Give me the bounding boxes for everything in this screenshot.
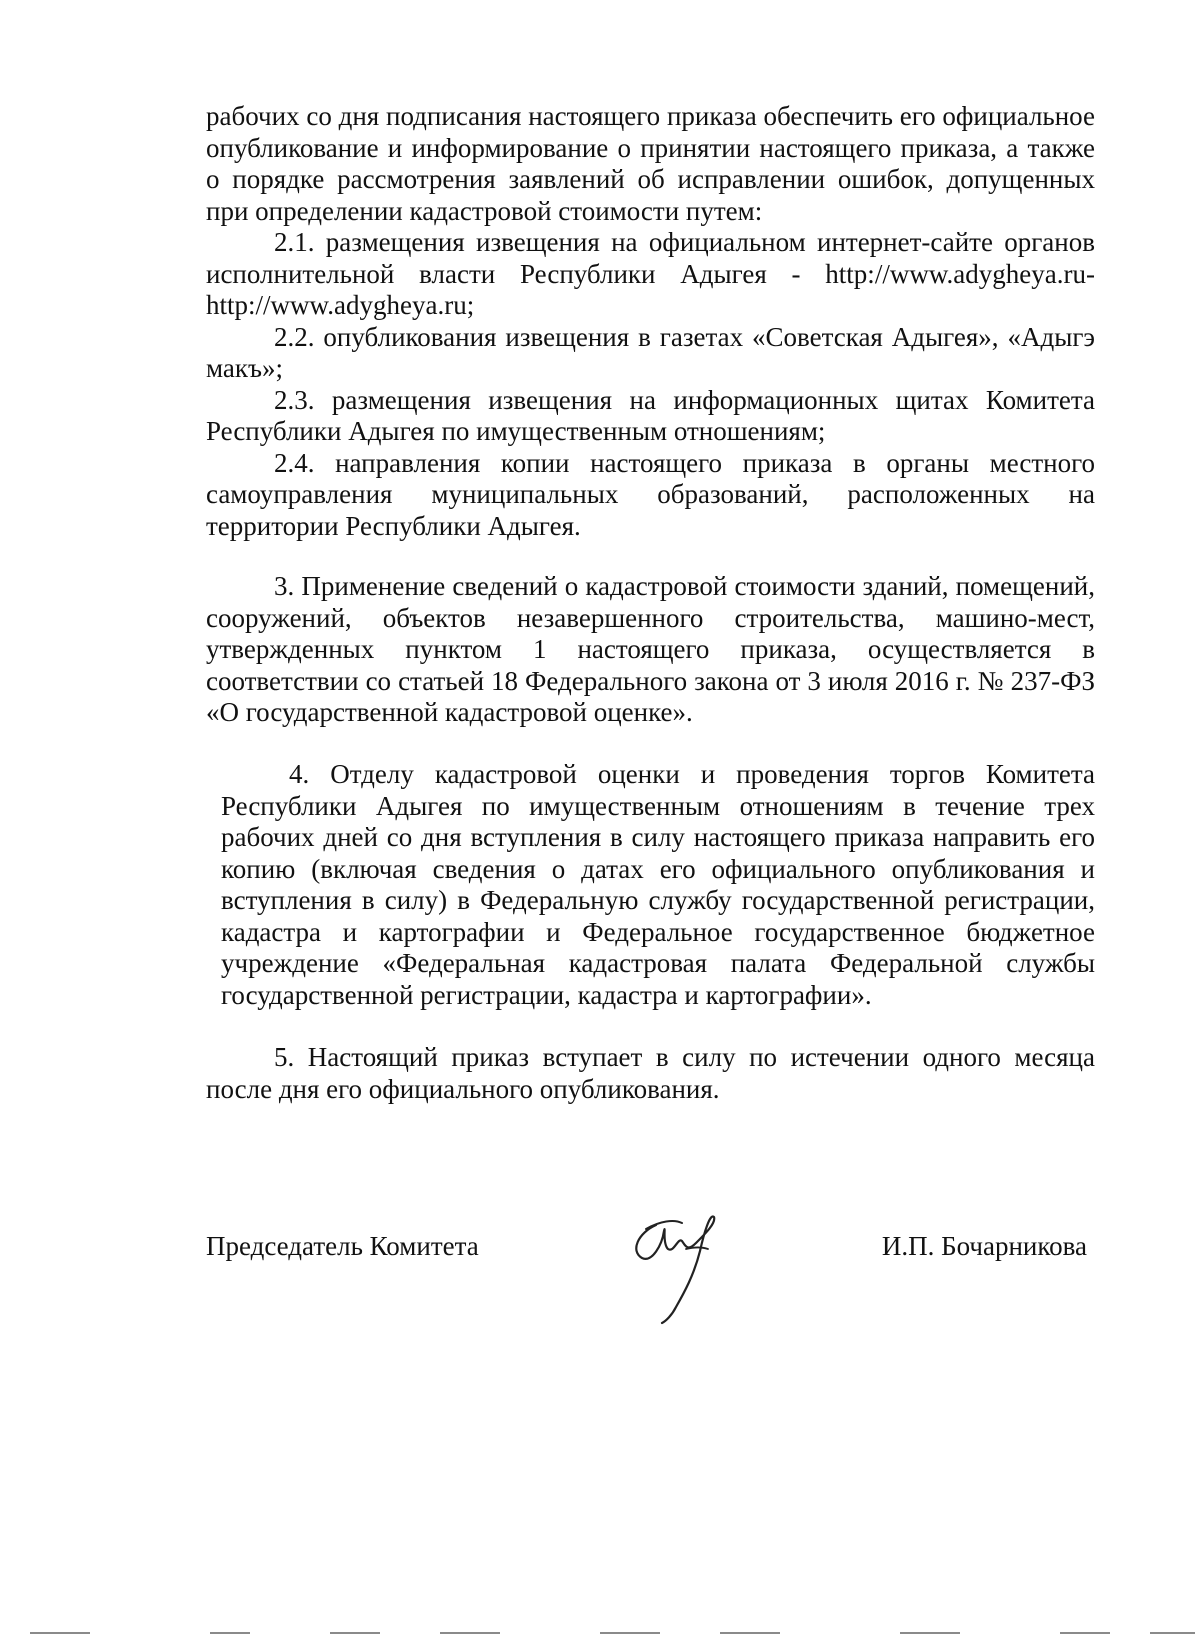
paragraph-5: 5. Настоящий приказ вступает в силу по истечении одного месяца после дня его официального опубликования. bbox=[206, 1042, 1095, 1104]
paragraph-4: 4. Отделу кадастровой оценки и проведения торгов Комитета Республики Адыгея по имущественным отношениям в течение трех рабочих дней со дня вступления в силу настоящего приказа направить его копию (включая сведения о датах его официального опубликования и вступления в силу) в Федеральную службу государственной регистрации, кадастра и картографии и Федеральное государственное бюджетное учреждение «Федеральная кадастровая палата Федеральной службы государственной регистрации, кадастра и картографии». bbox=[221, 759, 1095, 1010]
paragraph-2-3: 2.3. размещения извещения на информационных щитах Комитета Республики Адыгея по имущественным отношениям; bbox=[206, 384, 1095, 446]
scan-edge-marks bbox=[0, 1628, 1200, 1638]
handwritten-signature-icon bbox=[616, 1203, 736, 1333]
paragraph-2-1: 2.1. размещения извещения на официальном интернет-сайте органов исполнительной власти Республики Адыгея - http://www.adygheya.ru-http://www.adygheya.ru; bbox=[206, 227, 1095, 320]
paragraph-intro: рабочих со дня подписания настоящего приказа обеспечить его официальное опубликование и информирование о принятии настоящего приказа, а также о порядке рассмотрения заявлений об исправлении ошибок, допущенных при определении кадастровой стоимости путем: bbox=[206, 101, 1095, 226]
signature-block bbox=[206, 1223, 1095, 1333]
paragraph-2-4: 2.4. направления копии настоящего приказа в органы местного самоуправления муниципальных образований, расположенных на территории Республики Адыгея. bbox=[206, 447, 1095, 541]
paragraph-3: 3. Применение сведений о кадастровой стоимости зданий, помещений, сооружений, объектов незавершенного строительства, машино-мест, утвержденных пунктом 1 настоящего приказа, осуществляется в соответствии со статьей 18 Федерального закона от 3 июля 2016 г. № 237-ФЗ «О государственной кадастровой оценке». bbox=[206, 571, 1095, 727]
paragraph-2-2: 2.2. опубликования извещения в газетах «Советская Адыгея», «Адыгэ макъ»; bbox=[206, 321, 1095, 383]
intro-and-section-2 bbox=[206, 101, 1095, 542]
signatory-title: Председатель Комитета bbox=[206, 1231, 479, 1261]
signatory-name: И.П. Бочарникова bbox=[881, 1231, 1087, 1261]
